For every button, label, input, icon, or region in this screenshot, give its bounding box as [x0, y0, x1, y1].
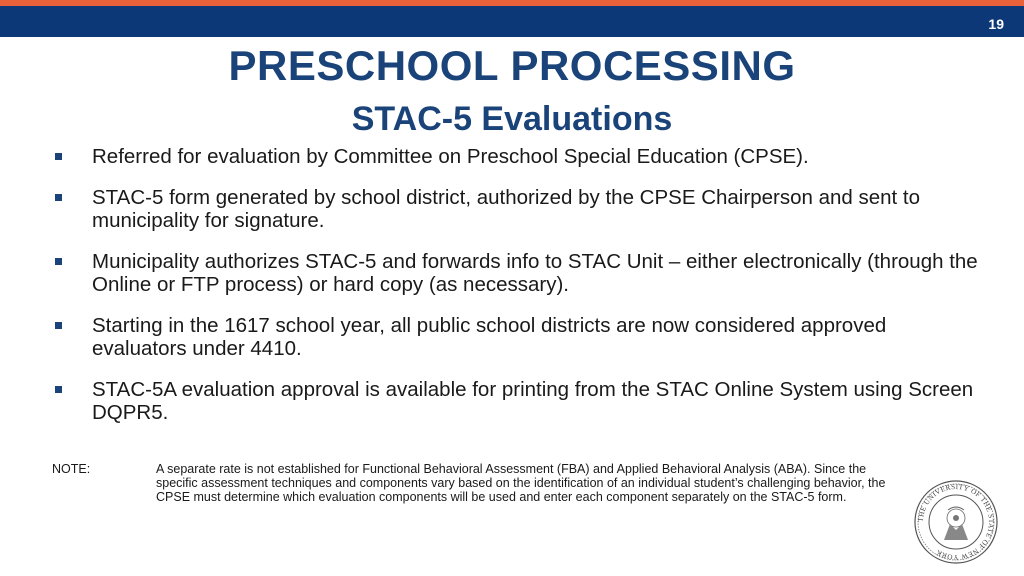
page-subtitle: STAC-5 Evaluations	[351, 100, 673, 138]
seal-text: THE UNIVERSITY OF THE STATE OF NEW YORK	[916, 482, 996, 562]
note-text: A separate rate is not established for Functional Behavioral Assessment (FBA) and Applied Behavioral Analysis (ABA). Since the specific assessment techniques and components vary based on the identification of an individual student’s challenging behavior, the CPSE must determine which evaluation components will be used and enter each component separately on the STAC-5 form.	[156, 462, 886, 504]
state-seal-icon	[914, 480, 998, 564]
bullet-text: Starting in the 1617 school year, all public school districts are now considered approved evaluators under 4410.	[92, 314, 887, 360]
square-bullet-icon	[55, 386, 62, 393]
square-bullet-icon	[55, 153, 62, 160]
bullet-text: Municipality authorizes STAC-5 and forwards info to STAC Unit – either electronically (through the Online or FTP process) or hard copy (as necessary).	[92, 250, 978, 296]
square-bullet-icon	[55, 258, 62, 265]
slide-number: 19	[988, 16, 1004, 32]
note-label: NOTE:	[52, 462, 91, 476]
square-bullet-icon	[55, 194, 62, 201]
page-title: PRESCHOOL PROCESSING	[228, 42, 796, 89]
square-bullet-icon	[55, 322, 62, 329]
bullet-text: STAC-5A evaluation approval is available for printing from the STAC Online System using Screen DQPR5.	[92, 378, 974, 424]
header-bar	[0, 6, 1024, 37]
bullet-item	[50, 145, 980, 168]
bullet-item	[50, 186, 980, 232]
bullet-list	[50, 145, 980, 442]
bullet-text: Referred for evaluation by Committee on Preschool Special Education (CPSE).	[92, 145, 809, 168]
bullet-item	[50, 314, 980, 360]
bullet-item	[50, 250, 980, 296]
bullet-text: STAC-5 form generated by school district, authorized by the CPSE Chairperson and sent to municipality for signature.	[92, 186, 921, 232]
bullet-item	[50, 378, 980, 424]
